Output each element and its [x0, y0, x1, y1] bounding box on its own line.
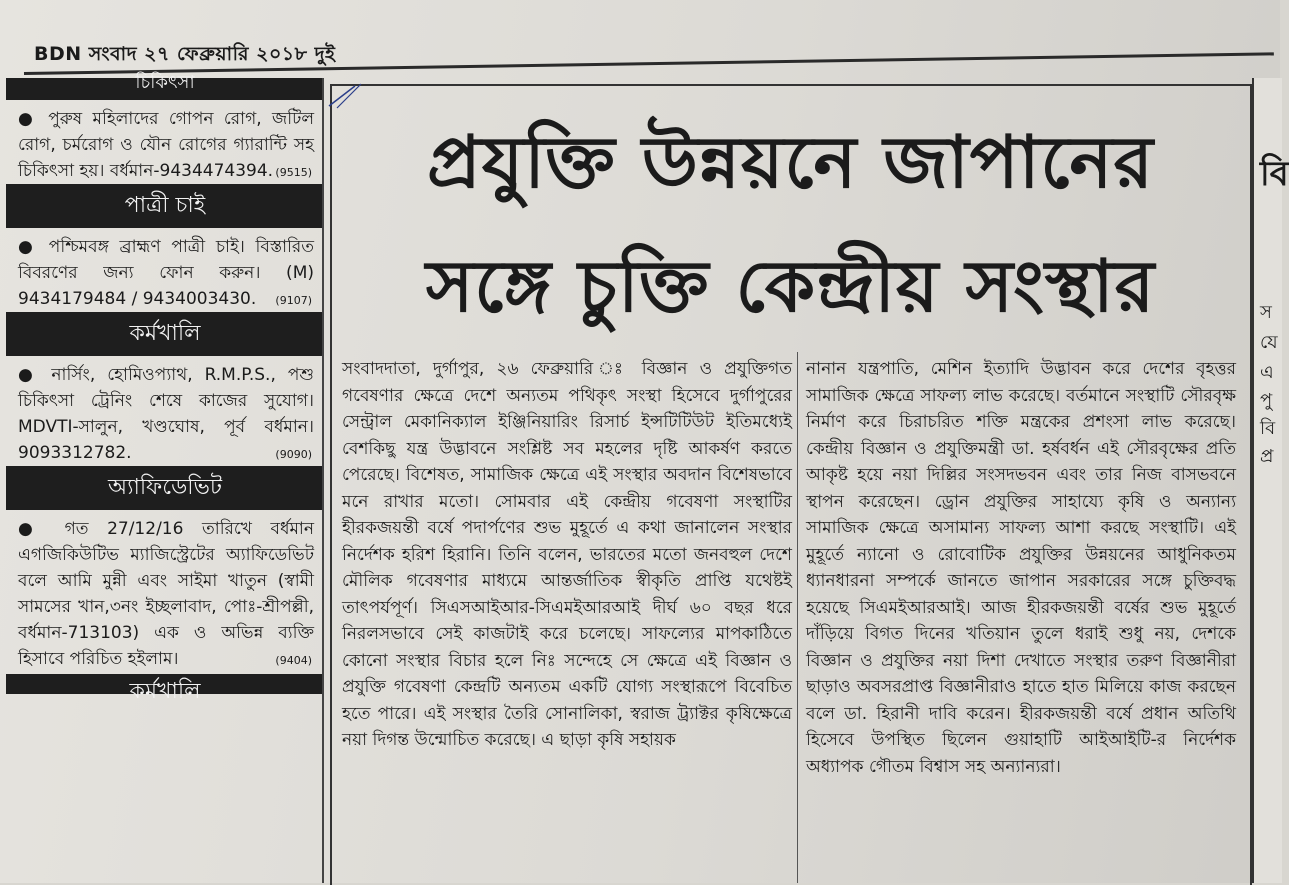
classifieds-column — [6, 72, 324, 883]
edge-fragment: এ — [1260, 362, 1274, 383]
section-header-karmokhali: কর্মখালি — [6, 312, 324, 356]
classified-ad: ● পুরুষ মহিলাদের গোপন রোগ, জটিল রোগ, চর্মরোগ ও যৌন রোগের গ্যারান্টি সহ চিকিৎসা হয়। বর্ধমান-9434474394. — [18, 109, 314, 181]
classified-ad: ● পশ্চিমবঙ্গ ব্রাহ্মণ পাত্রী চাই। বিস্তারিত বিবরণের জন্য ফোন করুন। (M) 9434179484 / 9434003430. — [18, 237, 314, 309]
edge-fragment: বি — [1260, 418, 1276, 439]
article-headline — [338, 100, 1243, 348]
column-rule — [797, 352, 798, 883]
next-page-edge — [1252, 78, 1289, 883]
edge-fragment: পু — [1260, 390, 1273, 411]
section-header-patri: পাত্রী চাই — [6, 184, 324, 228]
section-header-affidavit: অ্যাফিডেভিট — [6, 466, 324, 510]
ad-code: (9107) — [275, 294, 312, 307]
section-header-cut: চিকিৎসা — [6, 78, 324, 100]
article-column-1: সংবাদদাতা, দুর্গাপুর, ২৬ ফেব্রুয়ারি ঃ বিজ্ঞান ও প্রযুক্তিগত গবেষণার ক্ষেত্রে দেশে অন্যতম পথিকৃৎ সংস্থা হিসেবে দুর্গাপুরের সেন্ট্রাল মেকানিক্যাল ইঞ্জিনিয়ারিং রিসার্চ ইন্সটিটিউট ইতিমধ্যেই বেশকিছু যন্ত্র উদ্ভাবনে সংশ্লিষ্ট সব মহলের দৃষ্টি আকর্ষণ করতে পেরেছে। বিশেষত, সামাজিক ক্ষেত্রে এই সংস্থার অবদান বিশেষভাবে মনে রাখার মতো। সোমবার এই কেন্দ্রীয় গবেষণা সংস্থাটির হীরকজয়ন্তী বর্ষে পদার্পণের শুভ মুহূর্তে এ কথা জানালেন সংস্থার নির্দেশক হরিশ হিরানি। তিনি বলেন, ভারতের মতো জনবহুল দেশে মৌলিক গবেষণার মাধ্যমে আন্তর্জাতিক স্বীকৃতি প্রাপ্তি যথেষ্টই তাৎপর্যপূর্ণ। সিএসআইআর-সিএমইআরআই দীর্ঘ ৬০ বছর ধরে নিরলসভাবে সেই কাজটাই করে চলেছে। সাফল্যের মাপকাঠিতে কোনো সংস্থার বিচার হলে নিঃ সন্দেহে সে ক্ষেত্রে এই বিজ্ঞান ও প্রযুক্তি গবেষণা কেন্দ্রটি অন্যতম একটি যোগ্য সংস্থারূপে বিবেচিত হতে পারে। এই সংস্থার তৈরি সোনালিকা, স্বরাজ ট্র্যাক্টর কৃষিক্ষেত্রে নয়া দিগন্ত উন্মোচিত করেছে। এ ছাড়া কৃষি সহায়ক — [342, 359, 792, 750]
classified-ad: ● গত 27/12/16 তারিখে বর্ধমান এগজিকিউটিভ ম্যাজিস্ট্রেটের অ্যাফিডেভিট বলে আমি মুন্নী এবং সাইমা খাতুন (স্বামী সামসের খান,৩নং ইচ্ছলাবাদ, পোঃ-শ্রীপল্লী, বর্ধমান-713103) এক ও অভিন্ন ব্যক্তি হিসাবে পরিচিত হইলাম। — [18, 519, 314, 669]
article-column-2: নানান যন্ত্রপাতি, মেশিন ইত্যাদি উদ্ভাবন করে দেশের বৃহত্তর সামাজিক ক্ষেত্রে সাফল্য লাভ করেছে। বর্তমানে সংস্থাটি সৌরবৃক্ষ নির্মাণ করে চিরাচরিত শক্তি মন্ত্রকের প্রশংসা লাভ করেছে। কেন্দ্রীয় বিজ্ঞান ও প্রযুক্তিমন্ত্রী ডা. হর্ষবর্ধন এই সৌরবৃক্ষের প্রতি আকৃষ্ট হয়ে নয়া দিল্লির সংসদভবন এবং তার নিজ বাসভবনে স্থাপন করেছেন। ড্রোন প্রযুক্তির সাহায্যে কৃষি ও অন্যান্য সামাজিক ক্ষেত্রে অসামান্য সাফল্য আশা করছে সংস্থাটি। এই মুহূর্তে ন্যানো ও রোবোটিক প্রযুক্তির উন্নয়নের আধুনিকতম ধ্যানধারনা সম্পর্কে জানতে জাপান সরকারের সঙ্গে চুক্তিবদ্ধ হয়েছে সিএমইআরআই। আজ হীরকজয়ন্তী বর্ষের শুভ মুহূর্তে দাঁড়িয়ে বিগত দিনের খতিয়ান তুলে ধরাই শুধু নয়, দেশকে বিজ্ঞান ও প্রযুক্তির নয়া দিশা দেখাতে সংস্থার তরুণ বিজ্ঞানীরা ছাড়াও অবসরপ্রাপ্ত বিজ্ঞানীরাও হাতে হাত মিলিয়ে কাজ করছেন বলে ডা. হিরানী দাবি করেন। হীরকজয়ন্তী বর্ষে প্রধান অতিথি হিসেবে উপস্থিত ছিলেন গুয়াহাটি আইআইটি-র নির্দেশক অধ্যাপক গৌতম বিশ্বাস সহ অন্যান্যরা। — [806, 359, 1236, 777]
ad-code: (9090) — [275, 448, 312, 461]
section-header-cut-bottom: কর্মখালি — [6, 674, 324, 694]
headline-line-1: প্রযুক্তি উন্নয়নে জাপানের — [427, 120, 1154, 204]
ad-code: (9404) — [275, 654, 312, 667]
classified-ad: ● নার্সিং, হোমিওপ্যাথ, R.M.P.S., পশু চিকিৎসা ট্রেনিং শেষে কাজের সুযোগ। MDVTI-সালুন, খণ্ডঘোষ, পূর্ব বর্ধমান। 9093312782. — [18, 365, 314, 463]
edge-fragment: স — [1260, 302, 1272, 323]
column-rule — [322, 78, 324, 883]
headline-line-2: সঙ্গে চুক্তি কেন্দ্রীয় সংস্থার — [425, 244, 1156, 328]
ad-code: (9515) — [275, 166, 312, 179]
edge-fragment: বি — [1260, 154, 1289, 194]
edge-fragment: প্র — [1260, 446, 1274, 467]
edge-fragment: যে — [1260, 332, 1278, 353]
dateline: BDN সংবাদ ২৭ ফেব্রুয়ারি ২০১৮ দুই — [34, 43, 336, 65]
